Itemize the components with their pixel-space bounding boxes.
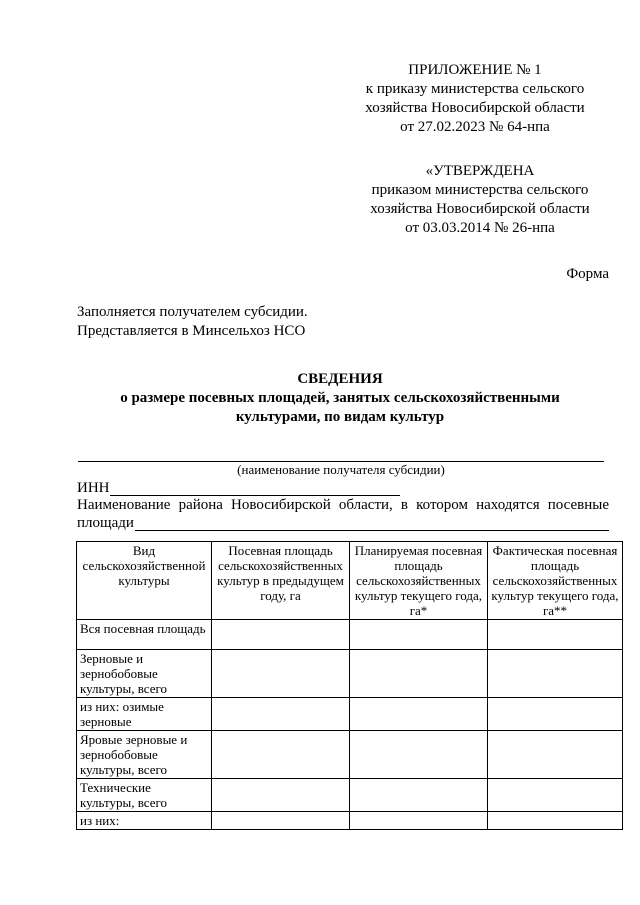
district-label: Наименование района Новосибирской области, в котором находятся посевные bbox=[77, 497, 609, 513]
form-label: Форма bbox=[566, 266, 609, 282]
approved-block bbox=[340, 162, 620, 238]
appendix-line: хозяйства Новосибирской области bbox=[365, 100, 585, 116]
table-cell bbox=[350, 731, 488, 779]
fill-note-line: Представляется в Минсельхоз НСО bbox=[77, 323, 306, 339]
table-cell bbox=[488, 812, 623, 830]
crop-name-cell: Яровые зерновые и зернобобовые культуры, всего bbox=[77, 731, 212, 779]
crop-name-cell: Вся посевная площадь bbox=[77, 620, 212, 650]
table-cell bbox=[488, 620, 623, 650]
district-label-cont: площади bbox=[77, 515, 134, 531]
table-cell bbox=[350, 779, 488, 812]
table-cell bbox=[212, 698, 350, 731]
fill-note-line: Заполняется получателем субсидии. bbox=[77, 304, 308, 320]
inn-label: ИНН bbox=[77, 480, 110, 496]
table-header-cell: Планируемая посевная площадь сельскохозяйственных культур текущего года, га* bbox=[350, 542, 488, 620]
appendix-block bbox=[330, 61, 620, 137]
table-cell bbox=[212, 620, 350, 650]
table-header-row bbox=[77, 542, 623, 620]
table-cell bbox=[212, 779, 350, 812]
document-subtitle-line: о размере посевных площадей, занятых сельскохозяйственными bbox=[120, 390, 560, 406]
table-row bbox=[77, 812, 623, 830]
document-title: СВЕДЕНИЯ bbox=[297, 371, 383, 387]
table-row bbox=[77, 731, 623, 779]
table-cell bbox=[212, 812, 350, 830]
table-cell bbox=[350, 620, 488, 650]
table-row bbox=[77, 650, 623, 698]
table-header-cell: Фактическая посевная площадь сельскохозяйственных культур текущего года, га** bbox=[488, 542, 623, 620]
crop-area-table bbox=[76, 541, 623, 830]
appendix-title: ПРИЛОЖЕНИЕ № 1 bbox=[408, 62, 542, 78]
table-row bbox=[77, 620, 623, 650]
approved-line: приказом министерства сельского bbox=[371, 182, 589, 198]
fill-note bbox=[77, 303, 308, 341]
table-cell bbox=[350, 650, 488, 698]
document-heading bbox=[70, 370, 610, 427]
recipient-caption: (наименование получателя субсидии) bbox=[237, 462, 445, 477]
approved-title: «УТВЕРЖДЕНА bbox=[425, 163, 535, 179]
table-cell bbox=[488, 731, 623, 779]
table-cell bbox=[212, 650, 350, 698]
table-cell bbox=[488, 779, 623, 812]
appendix-line: к приказу министерства сельского bbox=[365, 81, 585, 97]
appendix-date: от 27.02.2023 № 64-нпа bbox=[400, 119, 550, 135]
crop-name-cell: Зерновые и зернобобовые культуры, всего bbox=[77, 650, 212, 698]
table-header-cell: Вид сельскохозяйственной культуры bbox=[77, 542, 212, 620]
table-row bbox=[77, 698, 623, 731]
table-cell bbox=[350, 812, 488, 830]
table-cell bbox=[212, 731, 350, 779]
approved-line: хозяйства Новосибирской области bbox=[370, 201, 590, 217]
table-header-cell: Посевная площадь сельскохозяйственных культур в предыдущем году, га bbox=[212, 542, 350, 620]
approved-date: от 03.03.2014 № 26-нпа bbox=[405, 220, 555, 236]
table-cell bbox=[350, 698, 488, 731]
crop-name-cell: из них: bbox=[77, 812, 212, 830]
document-subtitle-line: культурами, по видам культур bbox=[235, 409, 445, 425]
table-cell bbox=[488, 650, 623, 698]
crop-name-cell: Технические культуры, всего bbox=[77, 779, 212, 812]
district-line bbox=[135, 530, 609, 531]
crop-name-cell: из них: озимые зерновые bbox=[77, 698, 212, 731]
table-cell bbox=[488, 698, 623, 731]
table-row bbox=[77, 779, 623, 812]
